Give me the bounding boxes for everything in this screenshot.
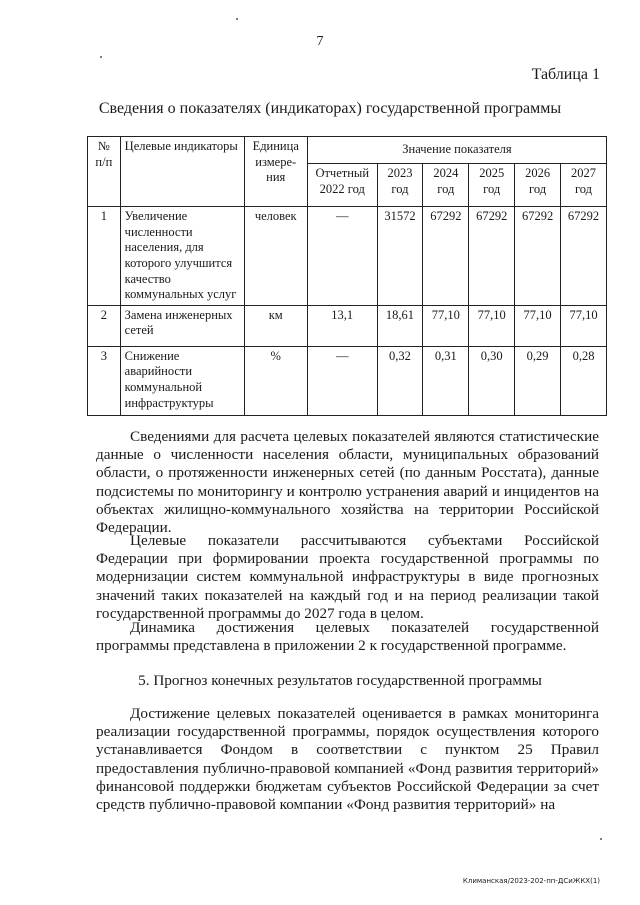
row-base-value: — — [307, 346, 377, 415]
row-value: 31572 — [377, 207, 423, 306]
row-indicator: Замена инженерных сетей — [120, 305, 244, 346]
row-num: 1 — [88, 207, 121, 306]
header-year: 2023 год — [377, 164, 423, 207]
row-value: 77,10 — [515, 305, 561, 346]
footer-code: Климанская/2023-202-пп-ДСиЖКХ(1) — [462, 877, 600, 885]
row-indicator: Снижение аварийности коммунальной инфраструктуры — [120, 346, 244, 415]
indicators-table — [87, 136, 607, 416]
row-value: 67292 — [561, 207, 607, 306]
scan-speck — [100, 56, 102, 58]
row-value: 0,29 — [515, 346, 561, 415]
header-year: 2025 год — [469, 164, 515, 207]
paragraph-data-sources — [96, 428, 599, 537]
paragraph-dynamics — [96, 619, 599, 655]
row-value: 0,30 — [469, 346, 515, 415]
header-unit: Единица измере-ния — [244, 137, 307, 207]
header-value-group: Значение показателя — [307, 137, 606, 164]
row-value: 77,10 — [469, 305, 515, 346]
paragraph-text: Динамика достижения целевых показателей государственной программы представлена в приложении 2 к государственной программе. — [96, 619, 599, 655]
table-row — [88, 305, 607, 346]
header-year: 2026 год — [515, 164, 561, 207]
header-indicator: Целевые индикаторы — [120, 137, 244, 207]
row-unit: км — [244, 305, 307, 346]
header-base-year: Отчетный 2022 год — [307, 164, 377, 207]
row-unit: % — [244, 346, 307, 415]
table-title: Сведения о показателях (индикаторах) государственной программы — [98, 100, 562, 117]
row-value: 0,28 — [561, 346, 607, 415]
row-unit: человек — [244, 207, 307, 306]
row-value: 0,31 — [423, 346, 469, 415]
row-base-value: — — [307, 207, 377, 306]
scan-speck — [600, 838, 602, 840]
row-value: 67292 — [469, 207, 515, 306]
row-value: 77,10 — [561, 305, 607, 346]
paragraph-text: Целевые показатели рассчитываются субъектами Российской Федерации при формировании проекта государственной программы по модернизации систем коммунальной инфраструктуры в виде прогнозных значений таких показателей на каждый год и на период реализации такой государственной программы до 2027 года в целом. — [96, 532, 599, 622]
header-year: 2027 год — [561, 164, 607, 207]
paragraph-text: Достижение целевых показателей оценивается в рамках мониторинга реализации государственной программы, порядок осуществления которого устанавливается Фондом в соответствии с пунктом 25 Правил предоставления публично-правовой компанией «Фонд развития территорий» финансовой поддержки бюджетам субъектов Российской Федерации за счет средств публично-правовой компании «Фонд развития территорий» на — [96, 705, 599, 814]
header-year: 2024 год — [423, 164, 469, 207]
page-number: 7 — [316, 34, 324, 49]
scan-speck — [236, 18, 238, 20]
paragraph-targets — [96, 532, 599, 623]
row-value: 0,32 — [377, 346, 423, 415]
table-label: Таблица 1 — [531, 66, 600, 83]
row-indicator: Увеличение численности населения, для которого улучшится качество коммунальных услуг — [120, 207, 244, 306]
paragraph-text: Сведениями для расчета целевых показателей являются статистические данные о численности населения области, муниципальных образований области, о протяженности инженерных сетей (по данным Росстата), данные подсистемы по мониторингу и контролю устранения аварий и инцидентов на объектах жилищно-коммунального хозяйства на территории Российской Федерации. — [96, 428, 599, 537]
row-num: 2 — [88, 305, 121, 346]
row-value: 67292 — [423, 207, 469, 306]
paragraph-monitoring — [96, 705, 599, 814]
row-value: 67292 — [515, 207, 561, 306]
row-base-value: 13,1 — [307, 305, 377, 346]
row-value: 77,10 — [423, 305, 469, 346]
table-row — [88, 207, 607, 306]
row-value: 18,61 — [377, 305, 423, 346]
table-row — [88, 346, 607, 415]
section-heading: 5. Прогноз конечных результатов государственной программы — [138, 672, 542, 689]
row-num: 3 — [88, 346, 121, 415]
header-num: № п/п — [88, 137, 121, 207]
